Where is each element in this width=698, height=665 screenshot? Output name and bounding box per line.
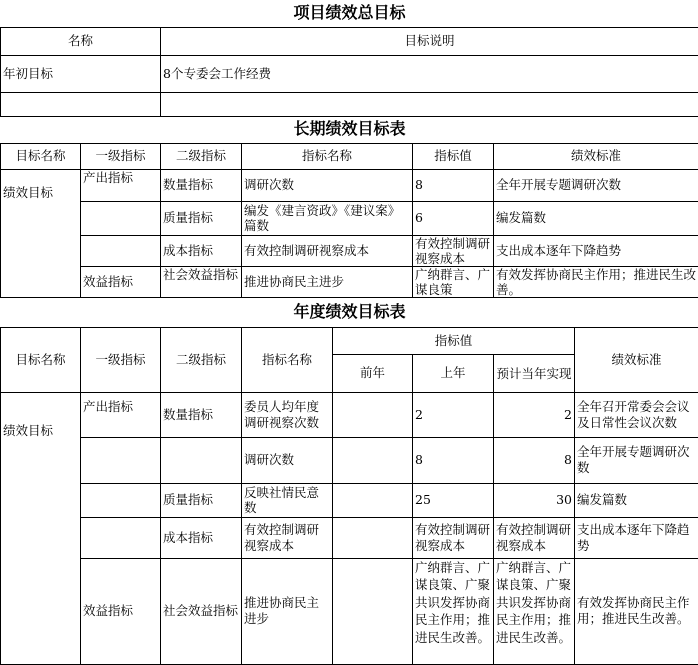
header-indicator-value: 指标值	[413, 143, 494, 169]
indicator-name-cell: 推进协商民主进步	[242, 558, 333, 664]
name-header: 名称	[1, 27, 161, 55]
target-name-cell: 绩效目标	[1, 169, 81, 297]
empty-cell	[81, 201, 161, 235]
header-indicator-name: 指标名称	[242, 327, 333, 392]
indicator-value-cell: 8	[413, 169, 494, 201]
empty-cell	[81, 517, 161, 558]
expected-value-cell: 30	[494, 483, 575, 517]
overall-target-table	[0, 0, 698, 117]
expected-value-cell: 广纳群言、广谋良策、广聚共识发挥协商民主作用；推进民生改善。	[494, 558, 575, 664]
standard-cell: 支出成本逐年下降趋势	[575, 517, 698, 558]
last-value-cell: 2	[413, 392, 494, 437]
header-target-name: 目标名称	[1, 327, 81, 392]
benefit-indicator-cell: 效益指标	[81, 558, 161, 664]
header-expected: 预计当年实现	[494, 354, 575, 392]
header-level1: 一级指标	[81, 143, 161, 169]
level2-cell: 数量指标	[161, 392, 242, 437]
header-prev-year: 前年	[333, 354, 413, 392]
level2-cell: 质量指标	[161, 483, 242, 517]
long-term-title: 长期绩效目标表	[293, 119, 406, 139]
prev-value-cell	[333, 558, 413, 664]
header-target-name: 目标名称	[1, 143, 81, 169]
prev-value-cell	[333, 392, 413, 437]
standard-cell: 编发篇数	[494, 201, 698, 235]
indicator-name-cell: 推进协商民主进步	[242, 266, 413, 297]
header-level2: 二级指标	[161, 143, 242, 169]
output-indicator-cell: 产出指标	[81, 392, 161, 437]
standard-cell: 支出成本逐年下降趋势	[494, 235, 698, 266]
level2-cell: 社会效益指标	[161, 558, 242, 664]
indicator-name-cell: 调研次数	[242, 169, 413, 201]
indicator-name-cell: 编发《建言资政》《建议案》篇数	[242, 201, 413, 235]
long-term-target-table	[0, 116, 698, 298]
benefit-indicator-cell: 效益指标	[81, 266, 161, 297]
header-indicator-value: 指标值	[333, 327, 575, 354]
prev-value-cell	[333, 483, 413, 517]
level2-cell	[161, 437, 242, 483]
level2-cell: 社会效益指标	[161, 266, 242, 297]
header-standard: 绩效标准	[494, 143, 698, 169]
standard-cell: 编发篇数	[575, 483, 698, 517]
standard-cell: 全年开展专题调研次数	[494, 169, 698, 201]
indicator-name-cell: 委员人均年度调研视察次数	[242, 392, 333, 437]
indicator-value-cell: 广纳群言、广谋良策	[413, 266, 494, 297]
last-value-cell: 25	[413, 483, 494, 517]
indicator-name-cell: 有效控制调研视察成本	[242, 235, 413, 266]
header-level1: 一级指标	[81, 327, 161, 392]
level2-cell: 质量指标	[161, 201, 242, 235]
last-value-cell: 广纳群言、广谋良策、广聚共识发挥协商民主作用；推进民生改善。	[413, 558, 494, 664]
annual-target-table	[0, 297, 698, 665]
prev-value-cell	[333, 437, 413, 483]
header-indicator-name: 指标名称	[242, 143, 413, 169]
annual-target-value: 8个专委会工作经费	[161, 55, 698, 92]
expected-value-cell: 2	[494, 392, 575, 437]
indicator-name-cell: 调研次数	[242, 437, 333, 483]
prev-value-cell	[333, 517, 413, 558]
indicator-name-cell: 有效控制调研视察成本	[242, 517, 333, 558]
annual-target-label: 年初目标	[1, 55, 161, 92]
overall-target-title: 项目绩效总目标	[293, 3, 406, 23]
output-indicator-cell: 产出指标	[81, 169, 161, 201]
level2-cell: 数量指标	[161, 169, 242, 201]
level2-cell: 成本指标	[161, 517, 242, 558]
last-value-cell: 8	[413, 437, 494, 483]
annual-target-title: 年度绩效目标表	[293, 301, 406, 321]
last-value-cell: 有效控制调研视察成本	[413, 517, 494, 558]
empty-cell	[81, 235, 161, 266]
indicator-value-cell: 有效控制调研视察成本	[413, 235, 494, 266]
level2-cell: 成本指标	[161, 235, 242, 266]
empty-cell	[81, 483, 161, 517]
target-name-cell: 绩效目标	[1, 392, 81, 664]
indicator-value-cell: 6	[413, 201, 494, 235]
empty-cell	[161, 92, 698, 116]
empty-cell	[81, 437, 161, 483]
indicator-name-cell: 反映社情民意数	[242, 483, 333, 517]
empty-cell	[1, 92, 161, 116]
description-header: 目标说明	[161, 27, 698, 55]
standard-cell: 全年召开常委会会议及日常性会议次数	[575, 392, 698, 437]
header-last-year: 上年	[413, 354, 494, 392]
header-standard: 绩效标准	[575, 327, 698, 392]
expected-value-cell: 有效控制调研视察成本	[494, 517, 575, 558]
standard-cell: 有效发挥协商民主作用；推进民生改善。	[575, 558, 698, 664]
standard-cell: 有效发挥协商民主作用；推进民生改善。	[494, 266, 698, 297]
header-level2: 二级指标	[161, 327, 242, 392]
expected-value-cell: 8	[494, 437, 575, 483]
standard-cell: 全年开展专题调研次数	[575, 437, 698, 483]
